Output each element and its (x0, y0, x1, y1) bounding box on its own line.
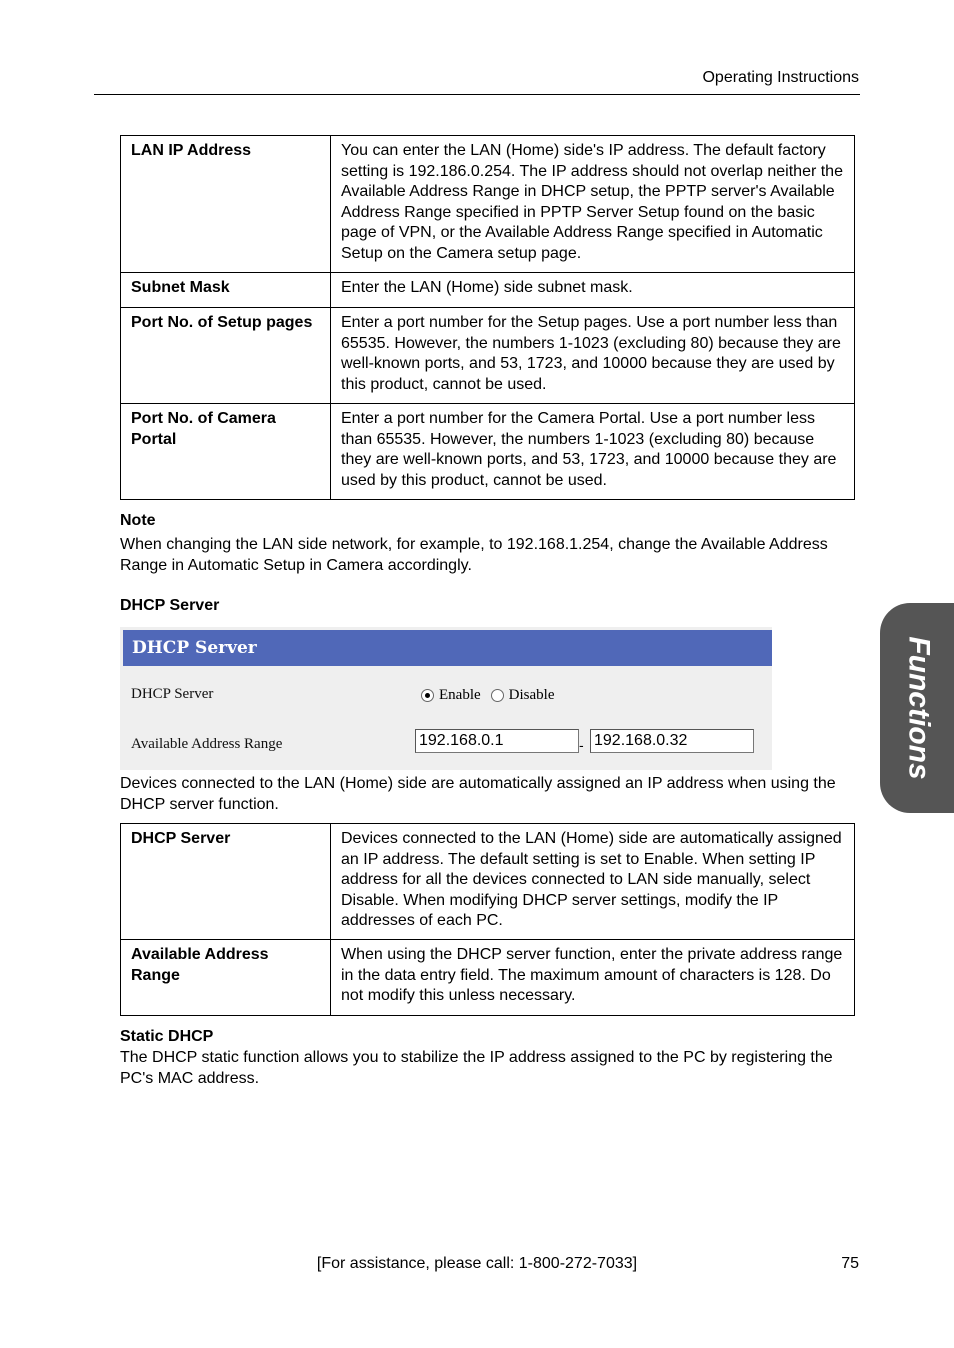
desc-cell: You can enter the LAN (Home) side's IP address. The default factory setting is 192.186.0.254. The IP address should not overlap neither the Available Address Range in DHCP setup, the PPTP server's Available Address Range specified in PPTP Server Setup found on the basic page of VPN, or the Available Address Range specified in Automatic Setup on the Camera setup page. (331, 136, 855, 273)
desc-cell: Enter a port number for the Camera Portal. Use a port number less than 65535. However, the numbers 1-1023 (excluding 80) because they are well-known ports, and 53, 1723, and 10000 because they are used by this product, cannot be used. (331, 404, 855, 500)
panel-title: DHCP Server (123, 630, 772, 666)
term-cell: Port No. of Setup pages (121, 308, 331, 404)
range-start-input[interactable] (415, 729, 579, 753)
table-row (121, 404, 855, 500)
range-end-input[interactable] (590, 729, 754, 753)
enable-radio[interactable] (421, 689, 434, 702)
term-cell: Subnet Mask (121, 273, 331, 308)
note-text: When changing the LAN side network, for example, to 192.168.1.254, change the Available Address Range in Automatic Setup in Camera accordingly. (120, 536, 828, 574)
dhcp-radio-group (421, 685, 564, 706)
dhcp-server-label: DHCP Server (131, 686, 214, 702)
desc-cell: When using the DHCP server function, enter the private address range in the data entry field. The maximum amount of characters is 128. Do not modify this unless necessary. (331, 940, 855, 1016)
term-cell: DHCP Server (121, 824, 331, 940)
static-dhcp-heading: Static DHCP (120, 1028, 214, 1045)
desc-cell: Devices connected to the LAN (Home) side are automatically assigned an IP address. The default setting is set to Enable. When setting IP address for all the devices connected to LAN side manually, select Disable. When modifying DHCP server settings, modify the IP addresses of each PC. (331, 824, 855, 940)
enable-label: Enable (439, 687, 481, 703)
dhcp-section-heading: DHCP Server (120, 597, 220, 614)
desc-cell: Enter a port number for the Setup pages. Use a port number less than 65535. However, the numbers 1-1023 (excluding 80) because they are well-known ports, and 53, 1723, and 10000 because they are used by this product, cannot be used. (331, 308, 855, 404)
assistance-text: [For assistance, please call: 1-800-272-7033] (316, 1255, 638, 1272)
desc-cell: Enter the LAN (Home) side subnet mask. (331, 273, 855, 308)
term-cell: LAN IP Address (121, 136, 331, 273)
dhcp-settings-panel (120, 627, 772, 770)
footer-assistance (0, 1254, 954, 1275)
table-row (121, 273, 855, 308)
header-rule (94, 94, 860, 95)
header-title: Operating Instructions (702, 69, 859, 86)
side-tab-label: Functions (902, 636, 936, 780)
dhcp-settings-table (120, 823, 855, 1016)
table-row (121, 308, 855, 404)
table-row (121, 824, 855, 940)
term-cell: Available Address Range (121, 940, 331, 1016)
disable-label: Disable (508, 687, 555, 703)
static-dhcp-text: The DHCP static function allows you to stabilize the IP address assigned to the PC by registering the PC's MAC address. (120, 1049, 833, 1087)
table-row (121, 940, 855, 1016)
address-range-label: Available Address Range (131, 736, 283, 752)
page-number: 75 (841, 1255, 859, 1272)
term-cell: Port No. of Camera Portal (121, 404, 331, 500)
lan-settings-table (120, 135, 855, 500)
range-separator: - (579, 737, 584, 753)
dhcp-intro-text: Devices connected to the LAN (Home) side are automatically assigned an IP address when using the DHCP server function. (120, 775, 836, 813)
disable-radio[interactable] (491, 689, 504, 702)
note-heading: Note (120, 512, 156, 529)
table-row (121, 136, 855, 273)
